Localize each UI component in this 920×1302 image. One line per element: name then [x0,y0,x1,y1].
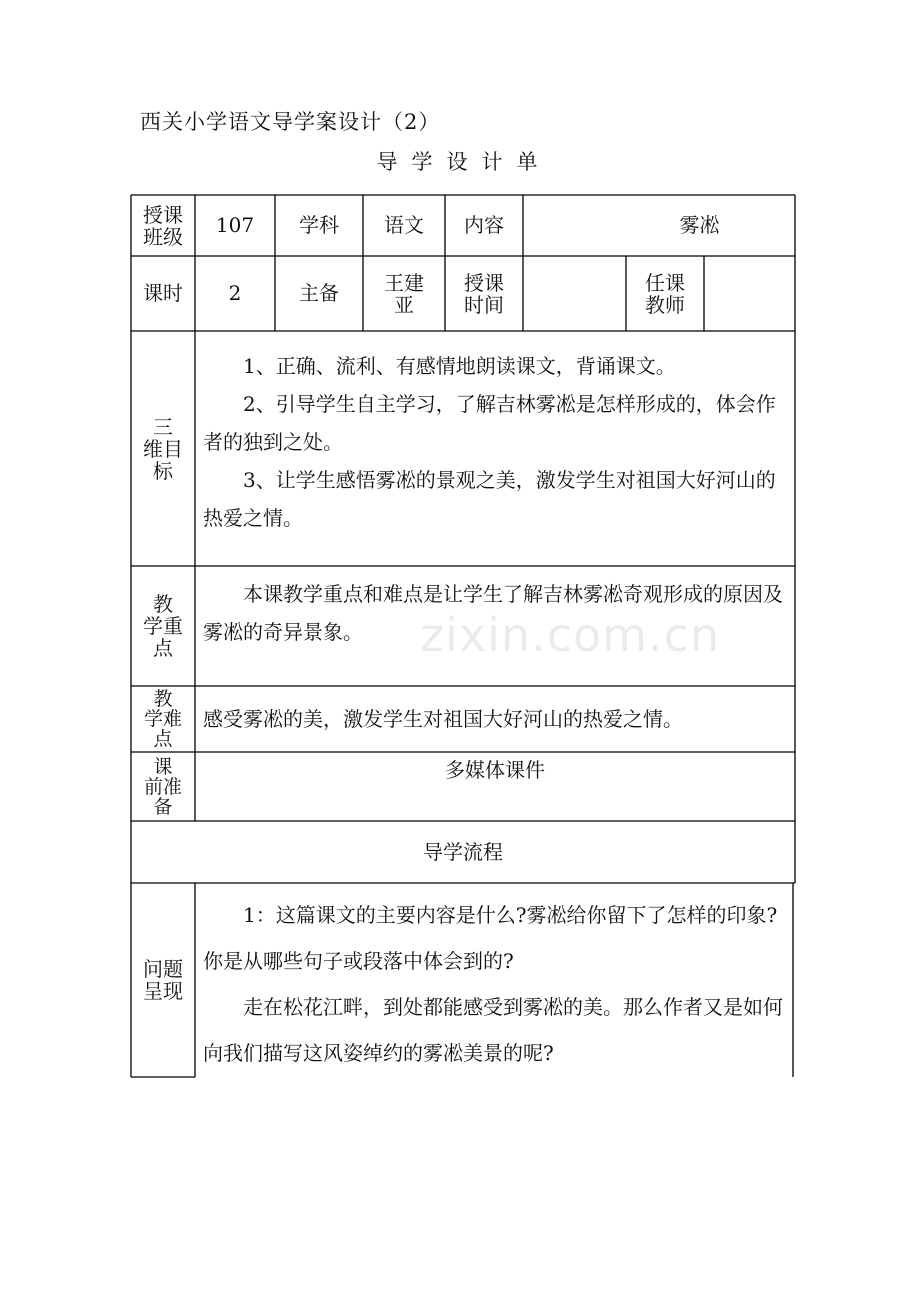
problem-paragraph-2: 走在松花江畔，到处都能感受到雾凇的美。那么作者又是如何向我们描写这风姿绰约的雾凇美景的呢? [203,995,783,1065]
goals-label: 三 维目 标 [143,414,183,483]
class-value: 107 [215,213,255,237]
difficulties-label: 教 学难 点 [143,688,182,750]
document-subtitle: 导学设计单 [376,150,552,174]
goals-content [203,347,789,537]
document-title: 西关小学语文导学案设计（2） [140,110,441,134]
goal-item-1: 1、正确、流利、有感情地朗读课文，背诵课文。 [243,354,676,378]
difficulties-text: 感受雾凇的美，激发学生对祖国大好河山的热爱之情。 [203,707,683,731]
lesson-time-label: 授课 时间 [464,270,504,317]
lead-preparer-label: 主备 [299,281,339,305]
key-points-label: 教 学重 点 [143,592,183,660]
period-label: 课时 [143,281,183,305]
problems-label: 问题 呈现 [143,957,183,1003]
watermark: zixin.com.cn [420,608,721,662]
content-label: 内容 [464,213,504,237]
subject-value: 语文 [384,213,424,237]
lesson-time-value [523,256,626,331]
key-points-text: 本课教学重点和难点是让学生了解吉林雾凇奇观形成的原因及雾凇的奇异景象。 [203,582,783,644]
problem-paragraph-1: 1：这篇课文的主要内容是什么?雾凇给你留下了怎样的印象?你是从哪些句子或段落中体会到的? [203,903,778,973]
problems-content [203,892,789,1076]
subject-label: 学科 [299,213,339,237]
teacher-label: 任课 教师 [645,270,685,317]
flow-heading: 导学流程 [423,839,503,864]
goal-item-3: 3、让学生感悟雾凇的景观之美，激发学生对祖国大好河山的热爱之情。 [203,468,776,530]
content-value: 雾凇 [679,213,720,237]
teacher-value [704,256,795,331]
period-value: 2 [228,281,242,305]
class-label: 授课 班级 [143,202,183,249]
prep-text: 多媒体课件 [445,758,545,782]
lead-preparer-value: 王建 亚 [384,270,424,317]
prep-label: 课 前准 备 [143,755,182,818]
goal-item-2: 2、引导学生自主学习，了解吉林雾凇是怎样形成的，体会作者的独到之处。 [203,392,776,454]
